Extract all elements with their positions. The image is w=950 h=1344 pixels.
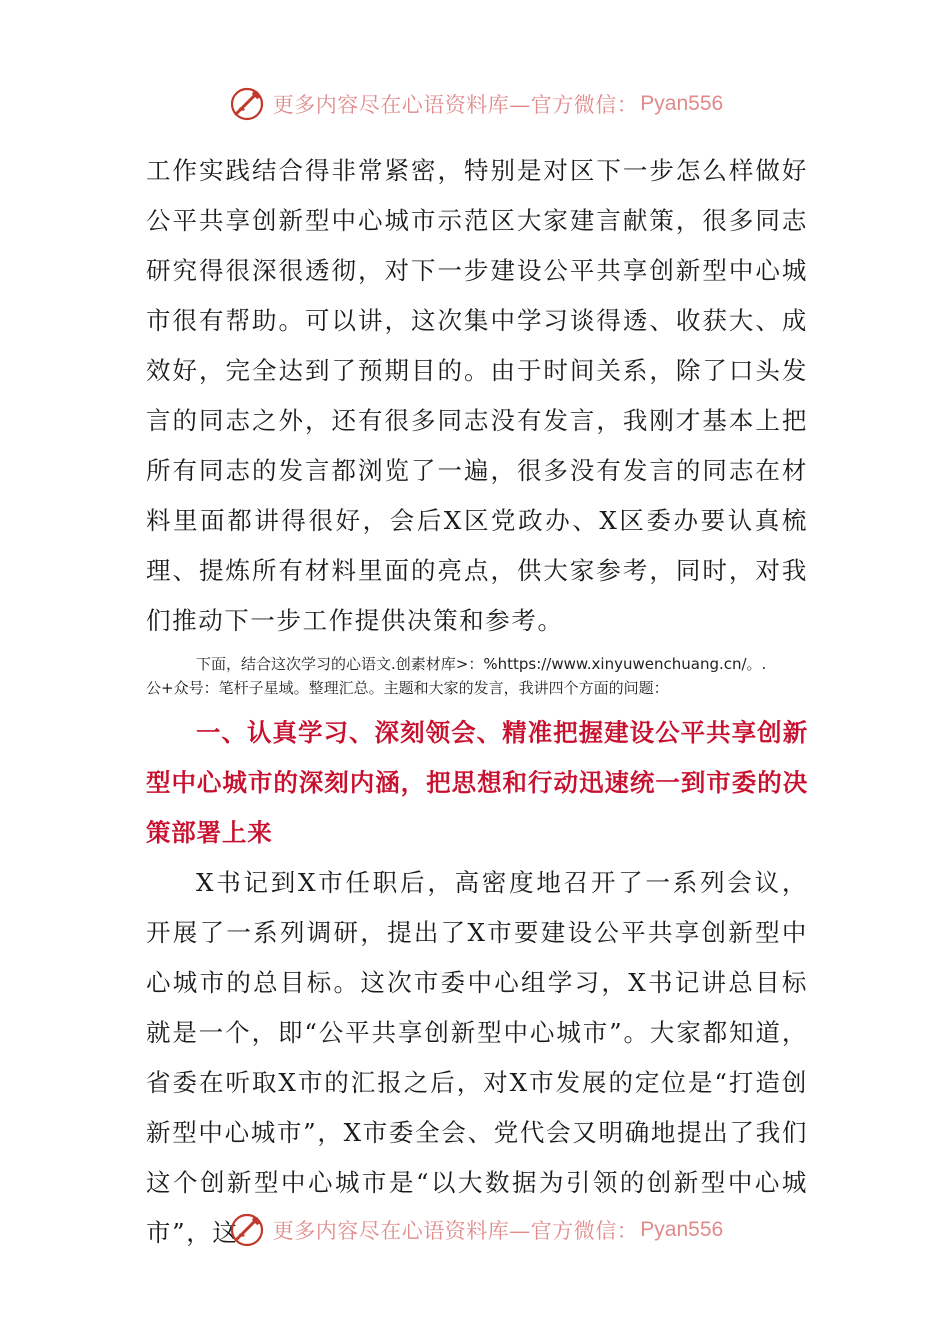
source-note [146,652,808,700]
pen-logo-icon [227,1210,267,1250]
footer-banner [0,1208,950,1252]
header-banner-text: 更多内容尽在心语资料库—官方微信： [272,93,639,117]
header-banner [0,82,950,126]
body-paragraph-2: X书记到X市任职后，高密度地召开了一系列会议，开展了一系列调研，提出了X市要建设公平共享创新型中心城市的总目标。这次市委中心组学习，X书记讲总目标就是一个，即“公平共享创新型中心城市”。大家都知道，省委在听取X市的汇报之后，对X市发展的定位是“打造创新型中心城市”，X市委全会、党代会又明确地提出了我们这个创新型中心城市是“以大数据为引领的创新型中心城市”，这 [146,868,808,1247]
document-body [146,146,808,1258]
pen-logo-icon [227,84,267,124]
body-paragraph-1: 工作实践结合得非常紧密，特别是对区下一步怎么样做好公平共享创新型中心城市示范区大家建言献策，很多同志研究得很深很透彻，对下一步建设公平共享创新型中心城市很有帮助。可以讲，这次集中学习谈得透、收获大、成效好，完全达到了预期目的。由于时间关系，除了口头发言的同志之外，还有很多同志没有发言，我刚才基本上把所有同志的发言都浏览了一遍，很多没有发言的同志在材料里面都讲得很好，会后X区党政办、X区委办要认真梳理、提炼所有材料里面的亮点，供大家参考，同时，对我们推动下一步工作提供决策和参考。 [146,156,808,635]
header-wechat-id: Pyan556 [640,92,724,115]
source-note-line-2: 公+众号：笔杆子星域。整理汇总。主题和大家的发言，我讲四个方面的问题： [146,679,669,697]
footer-wechat-id: Pyan556 [640,1218,724,1241]
section-heading-1: 一、认真学习、深刻领会、精准把握建设公平共享创新型中心城市的深刻内涵，把思想和行动迅速统一到市委的决策部署上来 [146,718,808,847]
source-note-line-1: 下面，结合这次学习的心语文.创素材库>：%https://www.xinyuwenchuang.cn/。. [196,655,767,673]
footer-banner-text: 更多内容尽在心语资料库—官方微信： [272,1219,639,1243]
